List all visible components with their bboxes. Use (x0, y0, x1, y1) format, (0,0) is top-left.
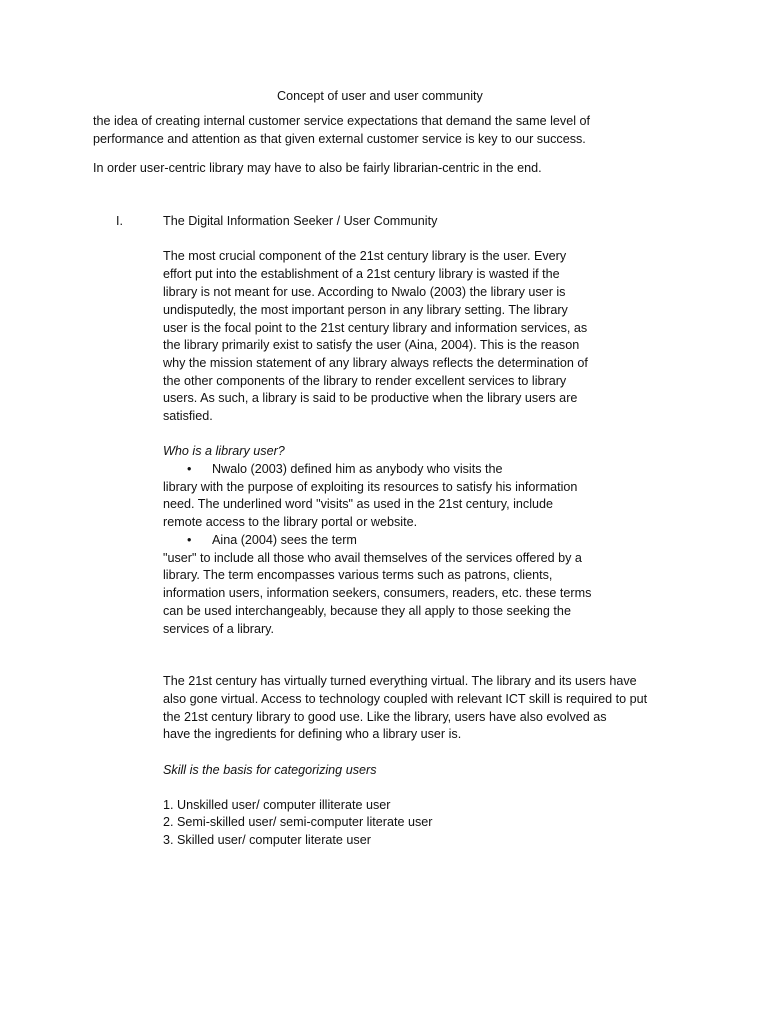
section-number: I. (116, 214, 123, 228)
bullet-line: can be used interchangeably, because they all apply to those seeking the (163, 604, 571, 618)
paragraph-line: user is the focal point to the 21st century library and information services, as (163, 321, 588, 335)
paragraph-line: The 21st century has virtually turned everything virtual. The library and its users have (163, 674, 637, 688)
bullet-line: "user" to include all those who avail themselves of the services offered by a (163, 551, 582, 565)
intro-line: In order user-centric library may have to also be fairly librarian-centric in the end. (93, 161, 542, 175)
bullet-line: remote access to the library portal or website. (163, 515, 418, 529)
paragraph-line: undisputedly, the most important person in any library setting. The library (163, 303, 568, 317)
intro-line: the idea of creating internal customer service expectations that demand the same level of (93, 114, 591, 128)
intro-line: performance and attention as that given external customer service is key to our success. (93, 132, 586, 146)
paragraph-line: users. As such, a library is said to be productive when the library users are (163, 391, 578, 405)
bullet-line: information users, information seekers, consumers, readers, etc. these terms (163, 586, 592, 600)
bullet-line: library. The term encompasses various terms such as patrons, clients, (163, 568, 553, 582)
bullet-icon: • (187, 462, 192, 476)
page-title: Concept of user and user community (277, 89, 483, 103)
bullet-lead: Nwalo (2003) defined him as anybody who visits the (212, 462, 503, 476)
paragraph-line: why the mission statement of any library always reflects the determination of (163, 356, 588, 370)
paragraph-line: effort put into the establishment of a 21st century library is wasted if the (163, 267, 560, 281)
bullet-line: services of a library. (163, 622, 275, 636)
skill-heading: Skill is the basis for categorizing users (163, 763, 377, 777)
paragraph-line: satisfied. (163, 409, 213, 423)
paragraph-line: The most crucial component of the 21st century library is the user. Every (163, 249, 567, 263)
paragraph-line: the 21st century library to good use. Like the library, users have also evolved as (163, 710, 607, 724)
list-item: 1. Unskilled user/ computer illiterate user (163, 798, 391, 812)
list-item: 3. Skilled user/ computer literate user (163, 833, 371, 847)
bullet-line: need. The underlined word "visits" as used in the 21st century, include (163, 497, 554, 511)
bullet-line: library with the purpose of exploiting its resources to satisfy his information (163, 480, 578, 494)
section-heading: The Digital Information Seeker / User Community (163, 214, 438, 228)
paragraph-line: library is not meant for use. According to Nwalo (2003) the library user is (163, 285, 566, 299)
question-heading: Who is a library user? (163, 444, 285, 458)
paragraph-line: the other components of the library to render excellent services to library (163, 374, 567, 388)
paragraph-line: have the ingredients for defining who a library user is. (163, 727, 462, 741)
bullet-lead: Aina (2004) sees the term (212, 533, 357, 547)
paragraph-line: also gone virtual. Access to technology coupled with relevant ICT skill is required to put (163, 692, 648, 706)
paragraph-line: the library primarily exist to satisfy the user (Aina, 2004). This is the reason (163, 338, 580, 352)
list-item: 2. Semi-skilled user/ semi-computer literate user (163, 815, 433, 829)
bullet-icon: • (187, 533, 192, 547)
